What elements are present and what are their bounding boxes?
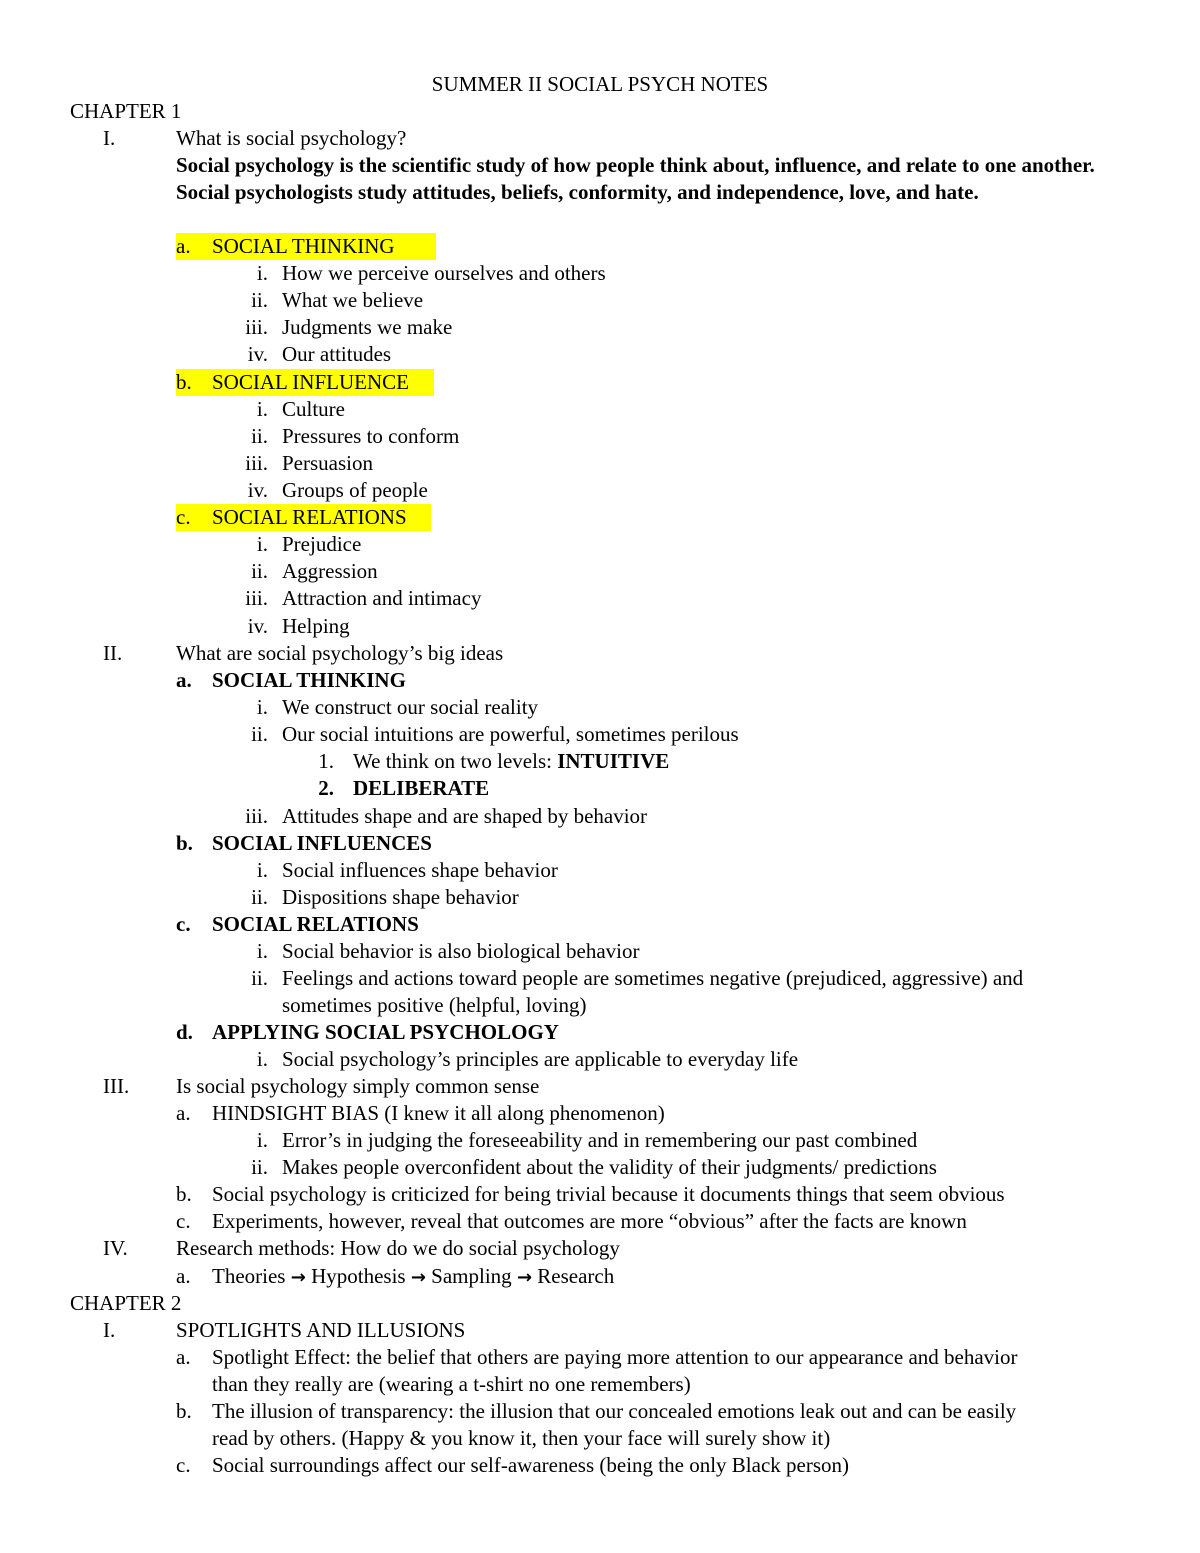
item-1b-iv-text: Groups of people [282,478,428,502]
item-2a-label: a. [176,668,192,692]
item-2a-ii-1-num: 1. [318,749,334,773]
item-3a-label: a. [176,1101,191,1125]
item-2b-i-text: Social influences shape behavior [282,858,558,882]
item-2a-text: SOCIAL THINKING [212,668,406,692]
ch2-item-b-line1: The illusion of transparency: the illusion that our concealed emotions leak out and can be easily [212,1399,1017,1423]
item-1a-highlight [176,233,436,260]
step-hypothesis: Hypothesis [311,1264,406,1288]
item-1c-iii-num: iii. [245,586,268,610]
item-1a-i-text: How we perceive ourselves and others [282,261,606,285]
item-1b-ii-text: Pressures to conform [282,424,460,448]
item-3a-text: HINDSIGHT BIAS (I knew it all along phenomenon) [212,1101,665,1125]
item-2b-ii-text: Dispositions shape behavior [282,885,519,909]
item-3a-ii-text: Makes people overconfident about the validity of their judgments/ predictions [282,1155,937,1179]
step-theories: Theories [212,1264,286,1288]
item-1a-ii-text: What we believe [282,288,424,312]
item-2a-iii-num: iii. [245,804,268,828]
item-1b-i-num: i. [256,397,268,421]
item-3c-label: c. [176,1209,191,1233]
section-4-number: IV. [103,1236,128,1260]
item-2b-label: b. [176,831,193,855]
item-3a-ii-num: ii. [251,1155,268,1179]
section-1-number: I. [103,126,116,150]
item-2a-i-num: i. [256,695,268,719]
item-2c-ii-line2: sometimes positive (helpful, loving) [282,993,587,1017]
item-1b-iii-text: Persuasion [282,451,373,475]
item-2a-ii-1-text [353,748,669,775]
item-2d-i-num: i. [256,1047,268,1071]
item-2b-i-num: i. [256,858,268,882]
ch2-item-c-text: Social surroundings affect our self-awareness (being the only Black person) [212,1453,850,1477]
item-3b-label: b. [176,1182,192,1206]
item-2a-iii-text: Attitudes shape and are shaped by behavior [282,804,648,828]
section-2-title: What are social psychology’s big ideas [176,641,504,665]
ch2-section-1-number: I. [103,1318,116,1342]
item-1b-highlight [176,369,434,396]
item-2d-text: APPLYING SOCIAL PSYCHOLOGY [212,1020,559,1044]
ch2-item-a-label: a. [176,1345,191,1369]
item-1c-i-text: Prejudice [282,532,362,556]
item-1c-highlight [176,504,431,531]
step-research: Research [537,1264,615,1288]
item-1b-text: SOCIAL INFLUENCE [212,370,409,394]
item-1b-ii-num: ii. [251,424,268,448]
section-2-number: II. [103,641,123,665]
item-1c-ii-num: ii. [251,559,268,583]
item-1c-iv-text: Helping [282,614,350,638]
item-1c-i-num: i. [256,532,268,556]
two-levels-text: We think on two levels: [353,749,558,773]
item-2c-i-num: i. [256,939,268,963]
item-2a-i-text: We construct our social reality [282,695,539,719]
item-2c-i-text: Social behavior is also biological behavior [282,939,640,963]
item-1c-iii-text: Attraction and intimacy [282,586,482,610]
page-title: SUMMER II SOCIAL PSYCH NOTES [431,72,769,96]
item-3c-text: Experiments, however, reveal that outcomes are more “obvious” after the facts are known [212,1209,967,1233]
item-3a-i-num: i. [256,1128,268,1152]
item-1a-ii-num: ii. [251,288,268,312]
item-2b-ii-num: ii. [251,885,268,909]
chapter-1-heading: CHAPTER 1 [70,99,182,123]
deliberate-term: DELIBERATE [353,776,490,800]
item-1a-label: a. [176,234,191,258]
item-2c-text: SOCIAL RELATIONS [212,912,419,936]
ch2-section-1-title: SPOTLIGHTS AND ILLUSIONS [176,1318,466,1342]
arrow-icon: → [410,1267,426,1288]
item-2a-ii-text: Our social intuitions are powerful, sometimes perilous [282,722,739,746]
item-1b-label: b. [176,370,192,394]
research-steps [212,1263,614,1291]
item-2d-i-text: Social psychology’s principles are applicable to everyday life [282,1047,799,1071]
item-1a-iv-text: Our attitudes [282,342,392,366]
item-2c-ii-line1: Feelings and actions toward people are sometimes negative (prejudiced, aggressive) and [282,966,1024,990]
ch2-item-c-label: c. [176,1453,191,1477]
item-3a-i-text: Error’s in judging the foreseeability and in remembering our past combined [282,1128,918,1152]
section-1-title: What is social psychology? [176,126,407,150]
item-2d-label: d. [176,1020,193,1044]
item-2a-ii-2-num: 2. [318,776,334,800]
ch2-item-b-line2: read by others. (Happy & you know it, then your face will surely show it) [212,1426,831,1450]
item-2a-ii-num: ii. [251,722,268,746]
ch2-item-a-line1: Spotlight Effect: the belief that others are paying more attention to our appearance and behavior [212,1345,1018,1369]
item-1a-iii-text: Judgments we make [282,315,453,339]
item-2b-text: SOCIAL INFLUENCES [212,831,432,855]
item-1b-iv-num: iv. [247,478,268,502]
chapter-2-heading: CHAPTER 2 [70,1291,182,1315]
arrow-icon: → [290,1267,306,1288]
item-1a-i-num: i. [256,261,268,285]
step-sampling: Sampling [431,1264,512,1288]
item-1c-label: c. [176,505,191,529]
social-psychology-definition: Social psychology is the scientific study of how people think about, influence, and relate to one another. Social psychologists study attitudes, beliefs, conformity, and independence, love, and hate. [176,153,1095,204]
item-2c-ii-num: ii. [251,966,268,990]
item-1c-text: SOCIAL RELATIONS [212,505,407,529]
item-1a-iii-num: iii. [245,315,268,339]
intuitive-term: INTUITIVE [557,749,670,773]
ch2-item-a-line2: than they really are (wearing a t-shirt no one remembers) [212,1372,691,1396]
section-3-title: Is social psychology simply common sense [176,1074,540,1098]
ch2-item-b-label: b. [176,1399,192,1423]
item-1c-ii-text: Aggression [282,559,378,583]
item-4a-label: a. [176,1264,191,1288]
item-2c-label: c. [176,912,191,936]
item-3b-text: Social psychology is criticized for being trivial because it documents things that seem obvious [212,1182,1005,1206]
item-1c-iv-num: iv. [247,614,268,638]
item-1b-iii-num: iii. [245,451,268,475]
arrow-icon: → [516,1267,533,1288]
section-4-title: Research methods: How do we do social psychology [176,1236,620,1260]
item-1a-iv-num: iv. [247,342,268,366]
item-1a-text: SOCIAL THINKING [212,234,395,258]
section-3-number: III. [103,1074,130,1098]
item-1b-i-text: Culture [282,397,345,421]
